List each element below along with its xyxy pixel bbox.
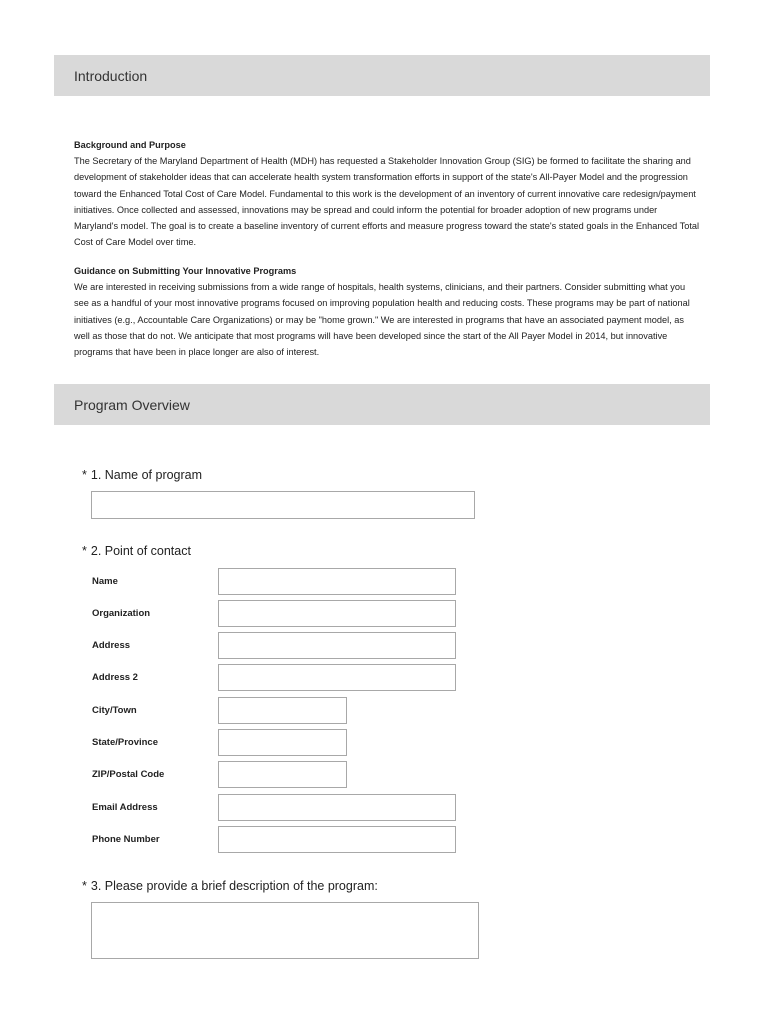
contact-city-input[interactable]	[218, 697, 347, 724]
guidance-section	[74, 263, 700, 360]
question-2-label	[82, 544, 191, 558]
section-header-program-overview	[54, 384, 710, 425]
question-2-text: 2. Point of contact	[90, 544, 191, 558]
contact-email-input[interactable]	[218, 794, 456, 821]
contact-city-label: City/Town	[92, 705, 137, 716]
section-title-program-overview: Program Overview	[74, 396, 190, 413]
contact-zip-input[interactable]	[218, 761, 347, 788]
contact-name-label: Name	[92, 576, 118, 587]
program-description-textarea[interactable]	[91, 902, 479, 959]
contact-address2-input[interactable]	[218, 664, 456, 691]
contact-organization-label: Organization	[92, 608, 151, 619]
question-1-label	[82, 468, 202, 482]
question-3-label	[82, 879, 378, 893]
section-title-introduction: Introduction	[74, 67, 148, 84]
required-marker: *	[82, 468, 87, 482]
guidance-heading: Guidance on Submitting Your Innovative Programs	[74, 266, 297, 276]
contact-address-label: Address	[92, 640, 131, 651]
contact-state-input[interactable]	[218, 729, 347, 756]
required-marker: *	[82, 879, 87, 893]
contact-address-input[interactable]	[218, 632, 456, 659]
required-marker: *	[82, 544, 87, 558]
background-section	[74, 137, 700, 250]
background-body: The Secretary of the Maryland Department of Health (MDH) has requested a Stakeholder Innovation Group (SIG) be formed to facilitate the sharing and development of stakeholder ideas that can accelerate health system transformation efforts in support of the state's All-Payer Model and the progression toward the Enhanced Total Cost of Care Model. Fundamental to this work is the development of an inventory of current innovative care redesign/payment initiatives. Once collected and assessed, innovations may be spread and could inform the potential for broader adoption of new programs under Maryland's model. The goal is to create a baseline inventory of current efforts and measure progress toward the state's stated goals in the Enhanced Total Cost of Care Model over time.	[74, 156, 700, 248]
guidance-body: We are interested in receiving submissions from a wide range of hospitals, health systems, clinicians, and their partners. Consider submitting what you see as a handful of your most innovative programs focused on improving population health and reducing costs. These programs may be part of national initiatives (e.g., Accountable Care Organizations) or may be "home grown." We are interested in programs that have an associated payment model, as well as those that do not. We anticipate that most programs will have been developed since the start of the All Payer Model in 2014, but innovative programs that have been in place longer are also of interest.	[74, 282, 690, 358]
contact-name-input[interactable]	[218, 568, 456, 595]
contact-zip-label: ZIP/Postal Code	[92, 769, 165, 780]
background-heading: Background and Purpose	[74, 140, 186, 150]
contact-phone-label: Phone Number	[92, 834, 160, 845]
question-3-text: 3. Please provide a brief description of the program:	[90, 879, 378, 893]
contact-email-label: Email Address	[92, 802, 158, 813]
contact-organization-input[interactable]	[218, 600, 456, 627]
section-header-introduction	[54, 55, 710, 96]
program-name-input[interactable]	[91, 491, 475, 519]
contact-phone-input[interactable]	[218, 826, 456, 853]
contact-state-label: State/Province	[92, 737, 158, 748]
contact-address2-label: Address 2	[92, 672, 138, 683]
question-1-text: 1. Name of program	[90, 468, 203, 482]
